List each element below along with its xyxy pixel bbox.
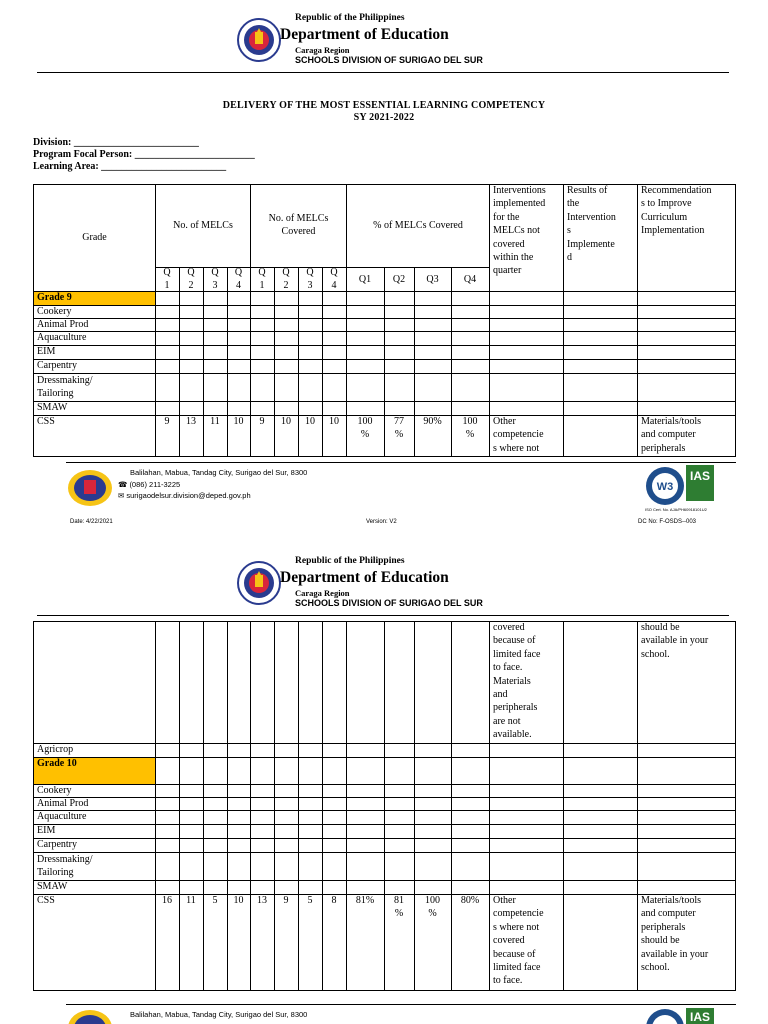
phone-icon: ☎ xyxy=(118,480,128,489)
deped-seal-icon xyxy=(237,561,281,605)
header-pct-covered: % of MELCs Covered xyxy=(373,220,463,231)
q-header: Q 3 xyxy=(211,267,219,292)
header-interventions: Interventions implemented for the MELCs not covered within the quarter xyxy=(493,185,546,277)
tuv-cert-icon xyxy=(645,1008,685,1024)
css-pct: 90% xyxy=(423,416,442,427)
header-no-melcs-covered: No. of MELCs xyxy=(268,213,329,224)
css-recommend: Materials/tools and computer peripherals xyxy=(641,416,701,454)
doc-school-year: SY 2021-2022 xyxy=(353,112,415,123)
learning-area-field: Learning Area: _________________________ xyxy=(33,161,227,172)
header-division: SCHOOLS DIVISION OF SURIGAO DEL SUR xyxy=(295,598,483,608)
email-icon: ✉ xyxy=(118,491,125,500)
ias-logo-icon: IAS xyxy=(686,465,714,501)
footer-address: Balilahan, Mabua, Tandag City, Surigao del Sur, 8300 xyxy=(130,1010,308,1019)
header-no-melcs: No. of MELCs xyxy=(173,220,233,231)
division-field: Division: _________________________ xyxy=(33,137,199,148)
q-header: Q 2 xyxy=(187,267,195,292)
css-recommend: Materials/tools and computer peripherals should be available in your school. xyxy=(641,895,709,974)
ias-logo-icon: IAS xyxy=(686,1008,714,1024)
footer-phone: ☎ (086) 211-3225 xyxy=(118,480,181,489)
deped-seal-icon xyxy=(237,18,281,62)
footer-rule xyxy=(66,1004,736,1005)
row-label: Dressmaking/ Tailoring xyxy=(37,375,93,400)
css-pct: 81 % xyxy=(394,895,404,920)
q-header: Q 1 xyxy=(163,267,171,292)
css-value: 5 xyxy=(307,895,313,906)
q-header: Q 2 xyxy=(282,267,290,292)
doc-title: DELIVERY OF THE MOST ESSENTIAL LEARNING COMPETENCY xyxy=(222,100,546,111)
grade-label: Grade 9 xyxy=(37,292,72,303)
row-label: CSS xyxy=(37,416,55,427)
deped-matatag-logo-icon xyxy=(66,1008,114,1024)
row-label: EIM xyxy=(37,346,56,357)
focal-person-field: Program Focal Person: ________________________ xyxy=(33,149,255,160)
q-header: Q 4 xyxy=(234,267,243,292)
footer-rule xyxy=(66,462,736,463)
q-header: Q1 xyxy=(358,274,372,285)
css-pct: 100 % xyxy=(462,416,478,441)
footer-version: Version: V2 xyxy=(366,519,397,525)
row-label: Aquaculture xyxy=(37,811,87,822)
cont-interventions: covered because of limited face to face. Materials and peripherals are not available. xyxy=(493,622,541,741)
css-value: 13 xyxy=(257,895,267,906)
header-region: Caraga Region xyxy=(295,45,350,55)
header-division: SCHOOLS DIVISION OF SURIGAO DEL SUR xyxy=(295,55,483,65)
q-header: Q 4 xyxy=(330,267,338,292)
css-value: 10 xyxy=(233,895,244,906)
header-rule xyxy=(37,72,729,73)
header-republic: Republic of the Philippines xyxy=(295,556,405,566)
css-value: 11 xyxy=(210,416,220,427)
css-value: 9 xyxy=(259,416,265,427)
header-results: Results of the Intervention s Implemente d xyxy=(567,185,616,264)
row-label: Animal Prod xyxy=(37,798,89,809)
q-header: Q 3 xyxy=(306,267,314,292)
row-label: Dressmaking/ Tailoring xyxy=(37,854,93,879)
row-label: Cookery xyxy=(37,306,72,317)
row-label: Agricrop xyxy=(37,744,74,755)
css-value: 10 xyxy=(233,416,244,427)
css-value: 11 xyxy=(186,895,196,906)
footer-email: ✉ surigaodelsur.division@deped.gov.ph xyxy=(118,491,251,500)
header-grade: Grade xyxy=(82,232,107,243)
header-rule xyxy=(37,615,729,616)
q-header: Q4 xyxy=(463,274,477,285)
row-label: Aquaculture xyxy=(37,332,87,343)
header-republic: Republic of the Philippines xyxy=(295,13,405,23)
css-pct: 80% xyxy=(460,895,480,906)
svg-text:W3: W3 xyxy=(656,481,674,493)
iso-cert: ISO Cert. No. AJA/PH60918101U2 xyxy=(645,507,707,512)
footer-dc-no: DC No: F-OSDS--003 xyxy=(638,519,697,525)
css-interventions: Other competencie s where not covered because of limited face to face. xyxy=(493,895,544,987)
css-value: 8 xyxy=(331,895,337,906)
footer-date: Date: 4/22/2021 xyxy=(70,519,113,525)
row-label: Carpentry xyxy=(37,839,77,850)
css-value: 16 xyxy=(162,895,172,906)
css-value: 9 xyxy=(164,416,170,427)
row-label: EIM xyxy=(37,825,56,836)
css-pct: 100 % xyxy=(357,416,373,441)
header-no-melcs-covered-2: Covered xyxy=(281,226,316,237)
css-value: 10 xyxy=(329,416,339,427)
css-value: 10 xyxy=(281,416,291,427)
header-recommendations: Recommendation s to Improve Curriculum Implementation xyxy=(641,185,712,237)
row-label: Carpentry xyxy=(37,360,77,371)
css-value: 13 xyxy=(186,416,196,427)
q-header: Q2 xyxy=(392,274,406,285)
css-value: 9 xyxy=(283,895,289,906)
css-pct: 100 % xyxy=(425,895,440,920)
row-label: SMAW xyxy=(37,881,68,892)
css-pct: 81% xyxy=(355,895,375,906)
deped-matatag-logo-icon xyxy=(66,468,114,508)
row-label: Animal Prod xyxy=(37,319,89,330)
row-label: CSS xyxy=(37,895,55,906)
header-region: Caraga Region xyxy=(295,588,350,598)
row-label: SMAW xyxy=(37,402,68,413)
tuv-cert-icon xyxy=(645,466,685,506)
footer-address: Balilahan, Mabua, Tandag City, Surigao del Sur, 8300 xyxy=(130,468,308,477)
css-value: 10 xyxy=(305,416,315,427)
css-interventions: Other competencie s where not xyxy=(493,416,544,454)
header-department: Department of Education xyxy=(280,569,449,586)
cont-recommend: should be available in your school. xyxy=(641,622,709,660)
css-value: 5 xyxy=(212,895,218,906)
q-header: Q 1 xyxy=(258,267,266,292)
q-header: Q3 xyxy=(426,274,439,285)
css-pct: 77 % xyxy=(394,416,404,441)
grade-label: Grade 10 xyxy=(37,758,77,769)
row-label: Cookery xyxy=(37,785,72,796)
header-department: Department of Education xyxy=(280,26,449,43)
